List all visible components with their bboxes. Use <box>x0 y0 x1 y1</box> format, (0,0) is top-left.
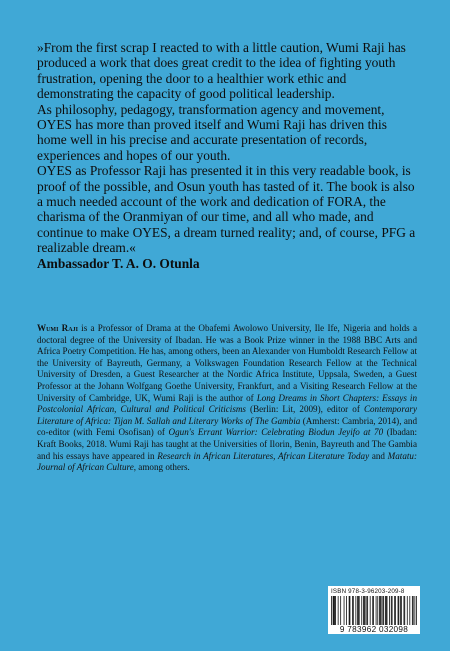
barcode-bar <box>395 596 396 625</box>
isbn-label: ISBN 978-3-96203-209-8 <box>331 588 405 595</box>
barcode-bar <box>358 596 359 625</box>
quote-signature: Ambassador T. A. O. Otunla <box>37 255 200 271</box>
book-title-3: Ogun's Errant Warrior: Celebrating Biodun Jeyifo at 70 <box>168 427 384 438</box>
barcode-bar <box>373 596 374 625</box>
isbn-barcode <box>328 586 420 634</box>
barcode-bar <box>380 596 381 625</box>
journal-title-2: Matatu: Journal of African Culture <box>37 450 417 473</box>
barcode-bar <box>335 596 336 625</box>
barcode-bar <box>355 596 356 625</box>
book-title-1: Long Dreams in Short Chapters: Essays in Postcolonial African, Cultural and Political Criticisms <box>37 392 417 415</box>
barcode-bar <box>381 596 382 625</box>
barcode-bar <box>349 596 350 625</box>
barcode-bar <box>372 596 373 625</box>
barcode-bar <box>350 596 351 625</box>
barcode-bar <box>398 596 399 625</box>
barcode-bar <box>357 596 358 625</box>
barcode-bar <box>407 596 408 625</box>
barcode-bar <box>366 596 367 625</box>
barcode-bar <box>404 596 405 625</box>
bio-text-6: , among others. <box>133 462 190 473</box>
barcode-bar <box>346 596 347 625</box>
barcode-bar <box>352 596 353 625</box>
barcode-bar <box>333 596 334 625</box>
barcode-bar <box>353 596 354 625</box>
barcode-bar <box>387 596 388 625</box>
barcode-bar <box>340 596 341 625</box>
barcode-bar <box>386 596 387 625</box>
barcode-bar <box>382 596 383 625</box>
bio-text-1: is a Professor of Drama at the Obafemi Awolowo University, Ile Ife, Nigeria and holds a doctoral degree of the University of Ibadan. He was a Book Prize winner in the 1988 BBC Arts and Africa Poetry Competition. He has, among others, been an Alexander von Humboldt Research Fellow at the University of Bayreuth, Germany, a Volkswagen Foundation Research Fellow at the Technical University of Dresden, a Guest Researcher at the Nordic Africa Institute, Uppsala, Sweden, a Guest Professor at the Johann Wolfgang Goethe University, Frankfurt, and a Visiting Research Fellow at the University of Cambridge, UK, Wumi Raji is the author of <box>37 323 417 403</box>
barcode-bar <box>416 596 417 625</box>
barcode-bar <box>389 596 390 625</box>
bio-text-5: and <box>369 450 388 461</box>
barcode-bar <box>412 596 413 625</box>
barcode-bar <box>400 596 401 625</box>
endorsement-quote <box>37 40 419 271</box>
barcode-bar <box>383 596 384 625</box>
barcode-bar <box>392 596 393 625</box>
barcode-bar <box>365 596 366 625</box>
barcode-bar <box>363 596 364 625</box>
barcode-bar <box>376 596 377 625</box>
barcode-bar <box>338 596 339 625</box>
barcode-bar <box>331 596 332 625</box>
bio-text-4: (Ibadan: Kraft Books, 2018. Wumi Raji has taught at the Universities of Ilorin, Benin, Bayreuth and The Gambia and his essays have appeared in <box>37 427 418 461</box>
bio-text-2: (Berlin: Lit, 2009), editor of <box>245 404 364 415</box>
barcode-bar <box>404 596 405 625</box>
barcode-bars <box>331 596 417 625</box>
barcode-bar <box>385 596 386 625</box>
barcode-bar <box>361 596 362 625</box>
quote-paragraph-3: OYES as Professor Raji has presented it in this very readable book, is proof of the possible, and Osun youth has tasted of it. The book is also a much needed account of the work and dedication of FORA, the charisma of the Oranmiyan of our time, and all who made, and continue to make OYES, a dream turned reality; and, of course, PFG a realizable dream.« <box>37 163 416 256</box>
author-bio <box>37 323 417 474</box>
barcode-bar <box>334 596 335 625</box>
barcode-bar <box>367 596 368 625</box>
barcode-bar <box>413 596 414 625</box>
barcode-bar <box>401 596 402 625</box>
book-title-2: Contemporary Literature of Africa: Tijan M. Sallah and Literary Works of The Gambia <box>37 404 417 426</box>
journal-title-1: Research in African Literatures, African Literature Today <box>157 450 370 461</box>
barcode-bar <box>391 596 392 625</box>
bio-text-3: (Amherst: Cambria, 2014), and co-editor (with Femi Osofisan) of <box>37 415 418 438</box>
barcode-bar <box>344 596 345 625</box>
quote-paragraph-1: »From the first scrap I reacted to with a little caution, Wumi Raji has produced a work that does great credit to the idea of fighting youth frustration, opening the door to a healthier work ethic and demonstrating the capacity of good political leadership. <box>37 40 406 102</box>
quote-paragraph-2: As philosophy, pedagogy, transformation agency and movement, OYES has more than proved itself and Wumi Raji has driven this home well in his precise and accurate presentation of records, experiences and hopes of our youth. <box>37 101 387 163</box>
barcode-bar <box>359 596 360 625</box>
barcode-bar <box>398 596 399 625</box>
barcode-bar <box>370 596 371 625</box>
barcode-bar <box>364 596 365 625</box>
barcode-bar <box>394 596 395 625</box>
barcode-bar <box>334 596 335 625</box>
author-name: Wumi Raji <box>37 323 78 333</box>
barcode-bar <box>409 596 410 625</box>
barcode-bar <box>379 596 380 625</box>
barcode-bar <box>377 596 378 625</box>
ean-digits: 9 783962 032098 <box>339 625 409 634</box>
barcode-bar <box>414 596 415 625</box>
